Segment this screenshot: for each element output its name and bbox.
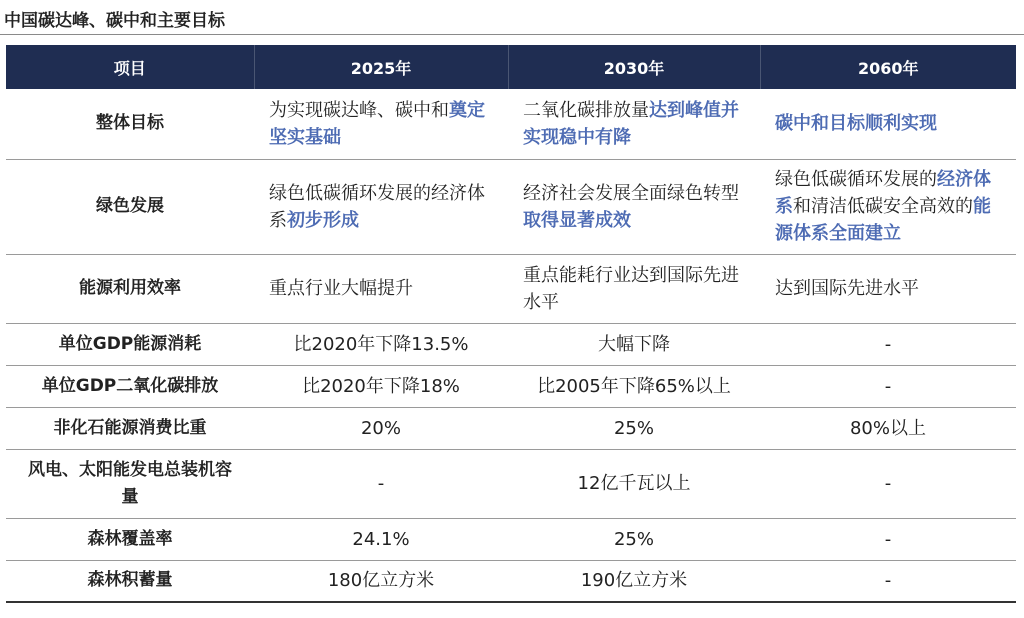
row-label: 风电、太阳能发电总装机容量 <box>6 449 254 518</box>
cell-2030 <box>508 159 760 254</box>
title-divider <box>0 34 1024 35</box>
table-row <box>6 254 1016 323</box>
cell-text: 和清洁低碳安全高效的 <box>793 196 973 217</box>
table-row <box>6 449 1016 518</box>
cell-text: 经济社会发展全面绿色转型 <box>523 182 739 204</box>
table-row <box>6 323 1016 365</box>
row-label: 森林积蓄量 <box>6 560 254 602</box>
table-row <box>6 518 1016 560</box>
header-2030: 2030年 <box>508 45 760 89</box>
cell-2060: - <box>760 560 1016 602</box>
cell-2060: - <box>760 365 1016 407</box>
cell-highlight: 初步形成 <box>287 209 359 231</box>
cell-highlight: 经济体系 <box>775 169 991 217</box>
row-label: 整体目标 <box>6 89 254 159</box>
cell-2025: 比2020年下降18% <box>254 365 508 407</box>
cell-text: 绿色低碳循环发展的经济体系 <box>269 182 485 231</box>
cell-2060 <box>760 159 1016 254</box>
cell-2025: - <box>254 449 508 518</box>
cell-2030 <box>508 89 760 159</box>
cell-2025 <box>254 159 508 254</box>
cell-highlight: 能源体系全面建立 <box>775 196 991 244</box>
cell-highlight: 奠定坚实基础 <box>269 99 485 148</box>
table-row <box>6 89 1016 159</box>
targets-table <box>6 45 1016 603</box>
cell-2060 <box>760 89 1016 159</box>
table-row <box>6 407 1016 449</box>
table-header-row <box>6 45 1016 89</box>
cell-2060: 达到国际先进水平 <box>760 254 1016 323</box>
header-item: 项目 <box>6 45 254 89</box>
header-2060: 2060年 <box>760 45 1016 89</box>
row-label: 能源利用效率 <box>6 254 254 323</box>
cell-text: 二氧化碳排放量 <box>523 99 649 121</box>
cell-2060: - <box>760 323 1016 365</box>
cell-2030: 大幅下降 <box>508 323 760 365</box>
row-label: 非化石能源消费比重 <box>6 407 254 449</box>
cell-2030: 25% <box>508 518 760 560</box>
table-row <box>6 365 1016 407</box>
cell-2030: 重点能耗行业达到国际先进水平 <box>508 254 760 323</box>
table-row <box>6 159 1016 254</box>
row-label: 单位GDP二氧化碳排放 <box>6 365 254 407</box>
page-title: 中国碳达峰、碳中和主要目标 <box>4 11 225 31</box>
cell-2025: 180亿立方米 <box>254 560 508 602</box>
cell-2060: - <box>760 449 1016 518</box>
cell-text: 绿色低碳循环发展的 <box>775 169 937 190</box>
cell-2030: 比2005年下降65%以上 <box>508 365 760 407</box>
cell-2030: 25% <box>508 407 760 449</box>
cell-2030: 12亿千瓦以上 <box>508 449 760 518</box>
cell-2025: 重点行业大幅提升 <box>254 254 508 323</box>
row-label: 绿色发展 <box>6 159 254 254</box>
row-label: 森林覆盖率 <box>6 518 254 560</box>
cell-highlight: 取得显著成效 <box>523 209 631 231</box>
cell-2025: 24.1% <box>254 518 508 560</box>
cell-2060: - <box>760 518 1016 560</box>
table-row <box>6 560 1016 602</box>
cell-2025 <box>254 89 508 159</box>
cell-2025: 比2020年下降13.5% <box>254 323 508 365</box>
cell-2025: 20% <box>254 407 508 449</box>
cell-2060: 80%以上 <box>760 407 1016 449</box>
cell-text: 为实现碳达峰、碳中和 <box>269 99 449 121</box>
row-label: 单位GDP能源消耗 <box>6 323 254 365</box>
cell-highlight: 达到峰值并实现稳中有降 <box>523 99 739 148</box>
cell-highlight: 碳中和目标顺利实现 <box>775 113 937 135</box>
cell-2030: 190亿立方米 <box>508 560 760 602</box>
header-2025: 2025年 <box>254 45 508 89</box>
